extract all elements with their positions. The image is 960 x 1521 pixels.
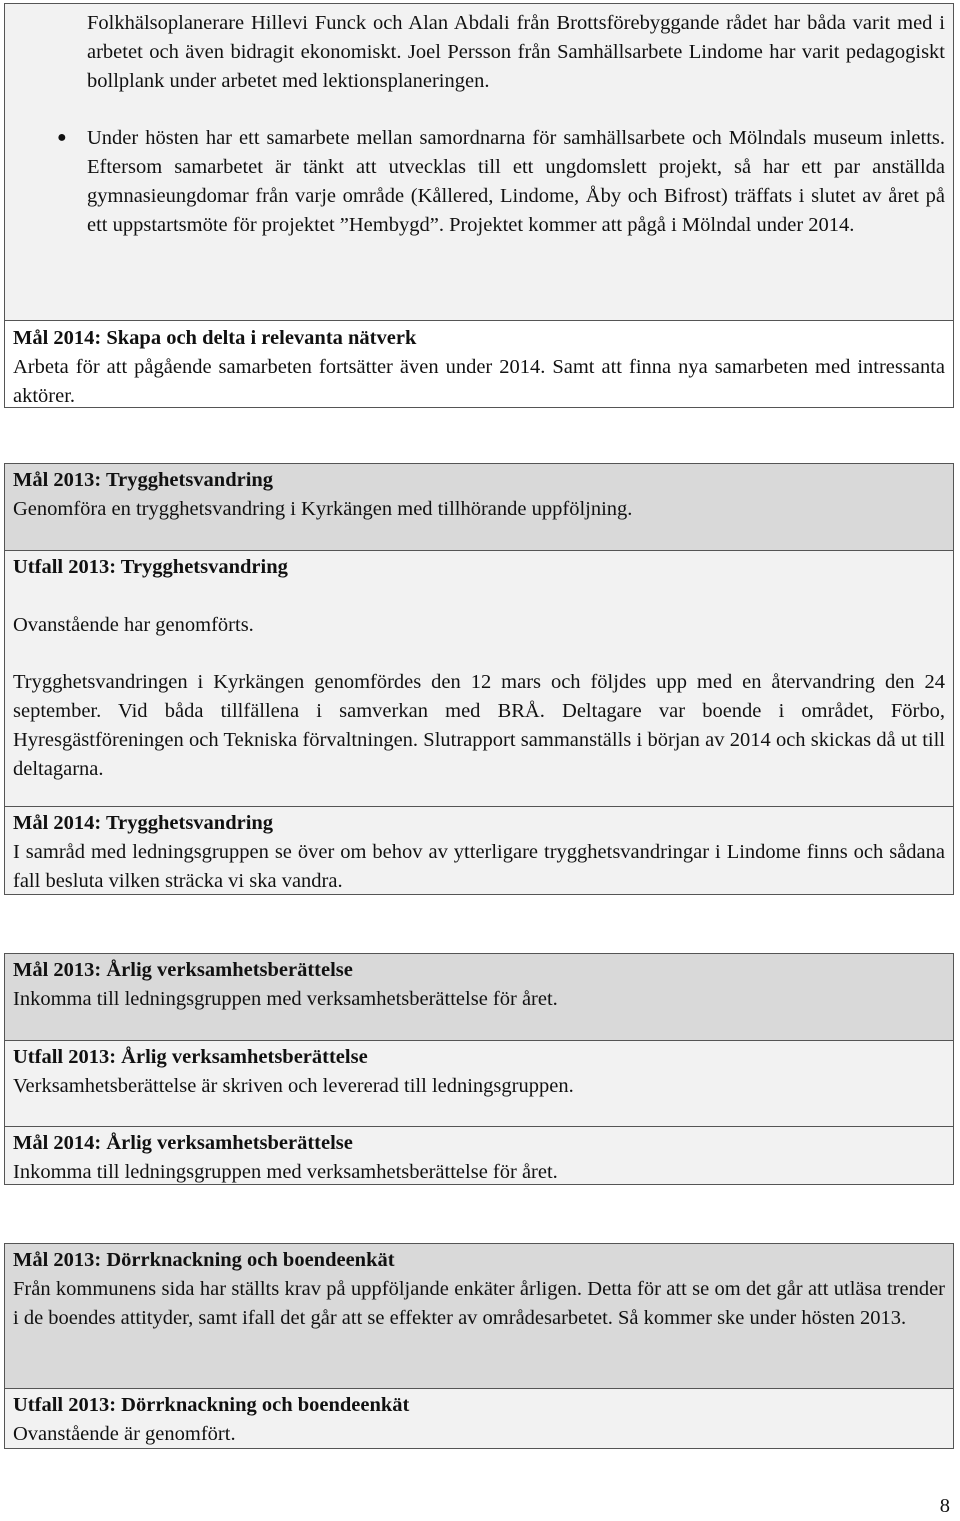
outcome-2013-text-2: Trygghetsvandringen i Kyrkängen genomfördes den 12 mars och följdes upp med en återvandring den 24 september. Vid båda tillfällena i samverkan med BRÅ. Deltagare var boende i området, Förbo, Hyresgästföreningen och Tekniska förvaltningen. Slutrapport sammanställs i början av 2014 och skickas då ut till deltagarna. <box>13 671 945 780</box>
section-dorrknackning <box>4 1243 954 1449</box>
goal-2013-text: Genomföra en trygghetsvandring i Kyrkängen med tillhörande uppföljning. <box>13 497 633 520</box>
goal-2014-heading: Mål 2014: Trygghetsvandring <box>13 812 274 834</box>
continuation-paragraph: Folkhälsoplanerare Hillevi Funck och Alan Abdali från Brottsförebyggande rådet har båda varit med i arbetet och även bidragit ekonomiskt. Joel Persson från Samhällsarbete Lindome har varit pedagogiskt bollplank under arbetet med lektionsplaneringen. <box>87 12 945 92</box>
outcome-2013-cell <box>5 1040 953 1126</box>
section-verksamhetsberattelse <box>4 953 954 1185</box>
outcome-2013-heading: Utfall 2013: Dörrknackning och boendeenkät <box>13 1394 410 1416</box>
section-trygghetsvandring <box>4 463 954 895</box>
outcome-2013-text-1: Ovanstående har genomförts. <box>13 613 254 636</box>
goal-2013-heading: Mål 2013: Dörrknackning och boendeenkät <box>13 1249 395 1271</box>
page-number: 8 <box>939 1495 950 1517</box>
bullet-icon: ● <box>57 129 67 147</box>
goal-2013-heading: Mål 2013: Årlig verksamhetsberättelse <box>13 959 353 981</box>
outcome-2013-heading: Utfall 2013: Trygghetsvandring <box>13 556 288 578</box>
goal-2014-text: I samråd med ledningsgruppen se över om behov av ytterligare trygghetsvandringar i Lindome finns och sådana fall besluta vilken sträcka vi ska vandra. <box>13 840 945 892</box>
goal-2013-text: Från kommunens sida har ställts krav på uppföljande enkäter årligen. Detta för att se om det går att utläsa trender i de boendes attityder, samt ifall det går att se effekter av områdesarbetet. Så kommer ske under hösten 2013. <box>13 1277 945 1329</box>
bullet-item <box>13 124 945 239</box>
goal-2014-text: Inkomma till ledningsgruppen med verksamhetsberättelse för året. <box>13 1160 558 1183</box>
goal-2013-cell <box>5 1244 953 1388</box>
goal-2013-cell <box>5 464 953 550</box>
section-networks <box>4 3 954 408</box>
outcome-2013-text: Ovanstående är genomfört. <box>13 1422 236 1445</box>
goal-2014-heading: Mål 2014: Årlig verksamhetsberättelse <box>13 1132 353 1154</box>
outcome-2013-heading: Utfall 2013: Årlig verksamhetsberättelse <box>13 1046 368 1068</box>
bullet-paragraph: Under hösten har ett samarbete mellan samordnarna för samhällsarbete och Mölndals museum inletts. Eftersom samarbetet är tänkt att utvecklas till ett ungdomslett projekt, så har ett par anställda gymnasieungdomar från varje område (Kållered, Lindome, Åby och Bifrost) träffats i slutet av året på ett uppstartsmöte för projektet ”Hembygd”. Projektet kommer att pågå i Mölndal under 2014. <box>87 127 945 236</box>
outcome-2013-cell <box>5 550 953 806</box>
goal-2013-heading: Mål 2013: Trygghetsvandring <box>13 469 274 491</box>
goal-2014-text: Arbeta för att pågående samarbeten fortsätter även under 2014. Samt att finna nya samarbeten med intressanta aktörer. <box>13 355 945 407</box>
goal-2014-cell <box>5 1126 953 1184</box>
goal-2013-cell <box>5 954 953 1040</box>
goal-2013-text: Inkomma till ledningsgruppen med verksamhetsberättelse för året. <box>13 987 558 1010</box>
outcome-2013-cell <box>5 1388 953 1448</box>
goal-2014-cell <box>5 806 953 894</box>
goal-2014-heading: Mål 2014: Skapa och delta i relevanta nätverk <box>13 327 417 349</box>
outcome-cell <box>5 4 953 320</box>
outcome-2013-text: Verksamhetsberättelse är skriven och levererad till ledningsgruppen. <box>13 1074 574 1097</box>
goal-2014-cell <box>5 320 953 407</box>
